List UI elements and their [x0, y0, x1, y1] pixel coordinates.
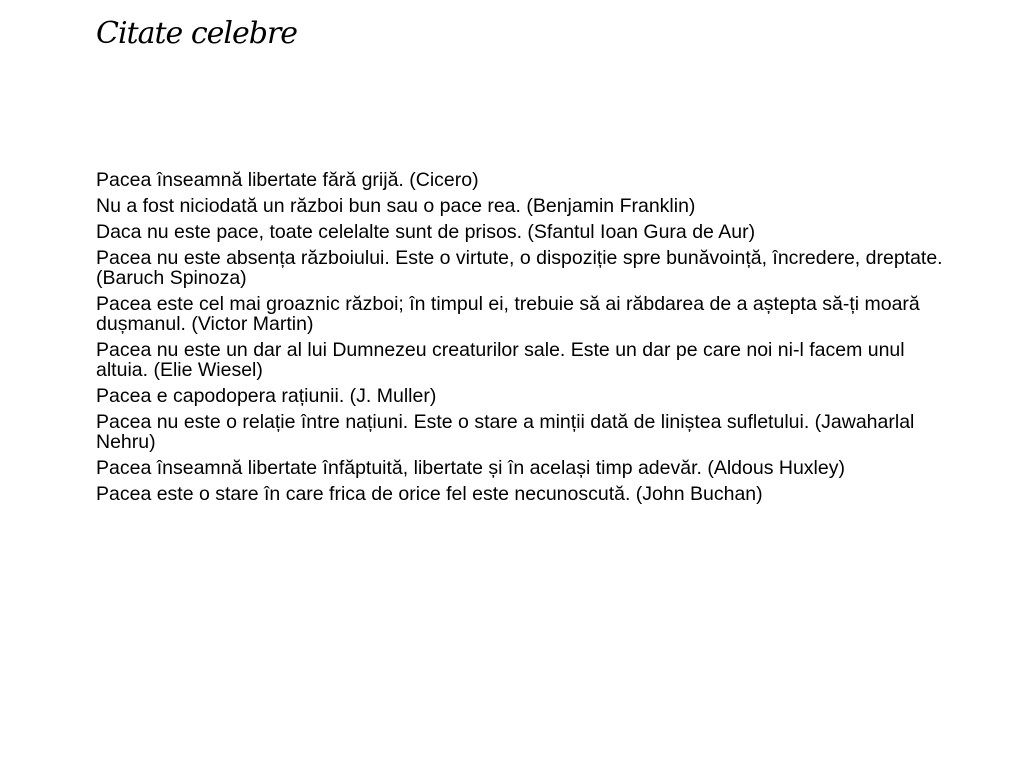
- quote-item: Pacea înseamnă libertate fără grijă. (Cicero): [96, 169, 479, 191]
- slide-title: Citate celebre: [96, 16, 298, 51]
- quote-item: Pacea este cel mai groaznic război; în timpul ei, trebuie să ai răbdarea de a aștepta să-ți moară dușmanul. (Victor Martin): [96, 293, 920, 335]
- quote-item: Daca nu este pace, toate celelalte sunt de prisos. (Sfantul Ioan Gura de Aur): [96, 221, 756, 243]
- quote-item: Pacea nu este o relație între națiuni. Este o stare a minții dată de liniștea sufletului. (Jawaharlal Nehru): [96, 411, 915, 453]
- quote-item: Pacea este o stare în care frica de orice fel este necunoscută. (John Buchan): [96, 483, 763, 505]
- quote-list: [96, 170, 946, 510]
- quote-item: Nu a fost niciodată un război bun sau o pace rea. (Benjamin Franklin): [96, 195, 696, 217]
- quote-item: Pacea înseamnă libertate înfăptuită, libertate și în același timp adevăr. (Aldous Huxley): [96, 457, 845, 479]
- quote-item: Pacea e capodopera rațiunii. (J. Muller): [96, 385, 437, 407]
- quote-item: Pacea nu este absența războiului. Este o virtute, o dispoziție spre bunăvoință, încredere, dreptate. (Baruch Spinoza): [96, 247, 943, 289]
- quote-item: Pacea nu este un dar al lui Dumnezeu creaturilor sale. Este un dar pe care noi ni-l facem unul altuia. (Elie Wiesel): [96, 339, 905, 381]
